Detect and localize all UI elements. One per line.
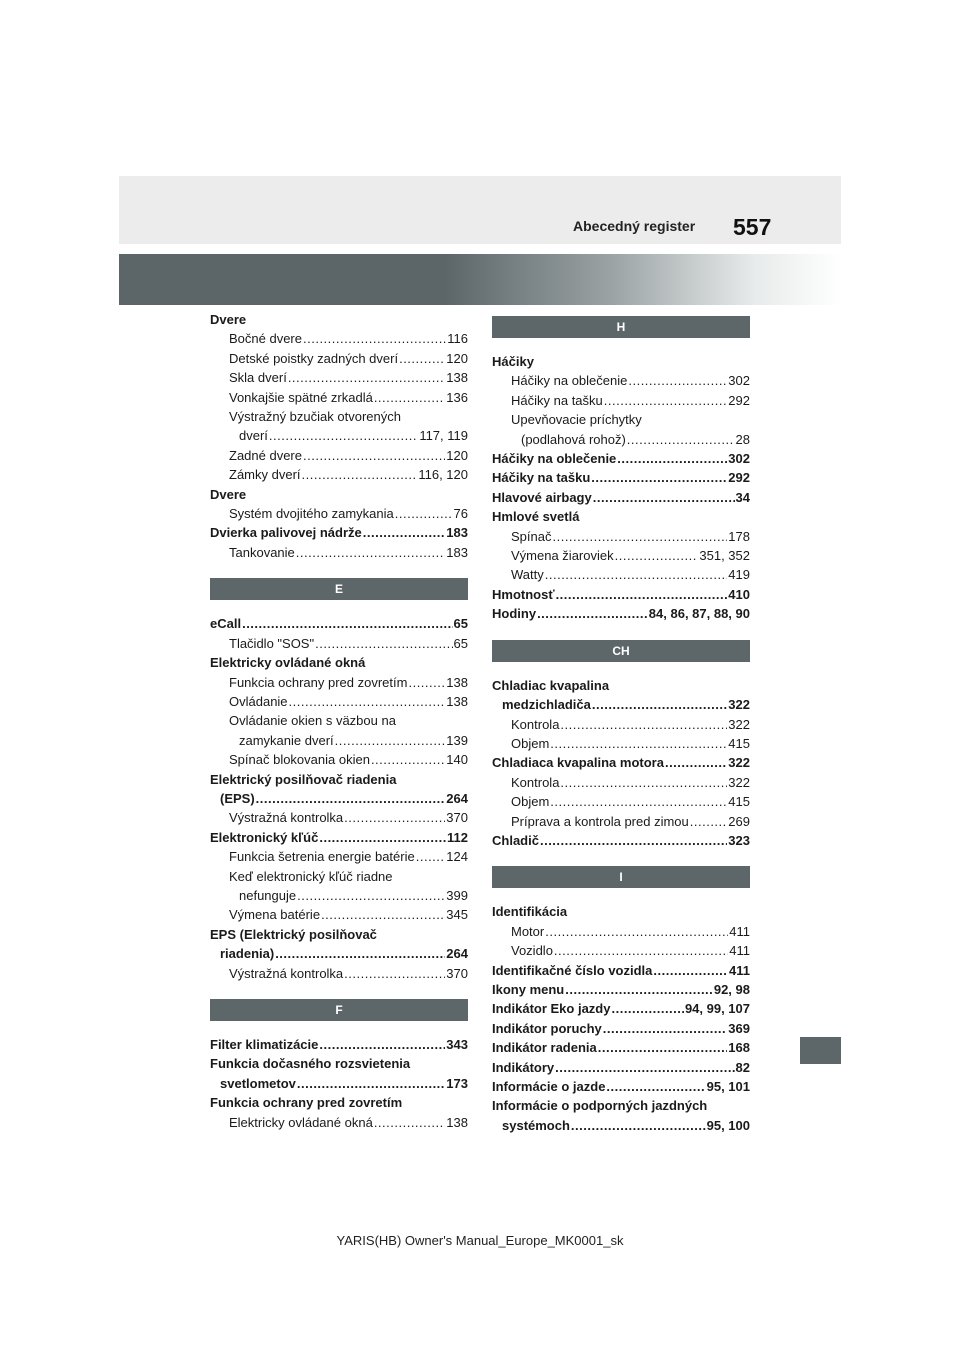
index-entry xyxy=(492,449,750,468)
leader-dots xyxy=(617,449,727,468)
index-entry-label: Informácie o jazde xyxy=(492,1077,605,1096)
leader-dots xyxy=(554,941,728,960)
index-entry-page: 95, 100 xyxy=(707,1116,750,1135)
index-entry-label: Elektricky ovládané okná xyxy=(229,1113,373,1132)
index-entry xyxy=(210,828,468,847)
index-entry-page: 124 xyxy=(446,847,468,866)
leader-dots xyxy=(371,750,445,769)
index-entry-label: Elektrický posilňovač riadenia xyxy=(210,770,396,789)
letter-section-header: E xyxy=(210,578,468,600)
index-entry-page: 322 xyxy=(728,695,750,714)
index-entry-label: eCall xyxy=(210,614,241,633)
index-entry-page: 140 xyxy=(446,750,468,769)
index-entry-label: Zámky dverí xyxy=(229,465,301,484)
index-entry-page: 302 xyxy=(728,449,750,468)
index-entry-label: Motor xyxy=(511,922,544,941)
index-entry xyxy=(210,485,468,504)
leader-dots xyxy=(296,543,446,562)
leader-dots xyxy=(606,1077,705,1096)
letter-section-header: H xyxy=(492,316,750,338)
index-entry-label: Objem xyxy=(511,792,549,811)
index-entry xyxy=(210,925,468,944)
leader-dots xyxy=(593,488,735,507)
leader-dots xyxy=(408,673,445,692)
index-entry-label: Háčiky na oblečenie xyxy=(492,449,616,468)
index-entry xyxy=(210,388,468,407)
index-entry-page: 120 xyxy=(446,349,468,368)
index-entry xyxy=(210,653,468,672)
index-entry-label: svetlometov xyxy=(220,1074,296,1093)
section-spacer xyxy=(210,983,468,993)
index-entry-label: (EPS) xyxy=(220,789,255,808)
index-entry xyxy=(492,831,750,850)
index-entry-label: Chladič xyxy=(492,831,539,850)
index-entry xyxy=(492,391,750,410)
index-entry xyxy=(210,1074,468,1093)
index-entry-label: Indikátor radenia xyxy=(492,1038,597,1057)
leader-dots xyxy=(256,789,446,808)
index-entry-label: Výmena batérie xyxy=(229,905,320,924)
index-entry-label: Objem xyxy=(511,734,549,753)
index-entry-label: Vonkajšie spätné zrkadlá xyxy=(229,388,373,407)
index-entry-label: zamykanie dverí xyxy=(239,731,334,750)
leader-dots xyxy=(545,922,728,941)
section-spacer xyxy=(492,850,750,860)
index-entry xyxy=(492,753,750,772)
index-entry xyxy=(210,886,468,905)
index-entry-page: 415 xyxy=(728,734,750,753)
index-entry xyxy=(210,465,468,484)
index-entry-page: 410 xyxy=(728,585,750,604)
index-entry-label: Ovládanie xyxy=(229,692,288,711)
index-entry xyxy=(210,349,468,368)
index-entry-page: 411 xyxy=(729,961,750,980)
index-entry-page: 264 xyxy=(446,944,468,963)
index-entry-label: Ovládanie okien s väzbou na xyxy=(229,711,396,730)
leader-dots xyxy=(416,847,446,866)
index-entry-label: Tankovanie xyxy=(229,543,295,562)
index-entry-label: Príprava a kontrola pred zimou xyxy=(511,812,689,831)
index-entry xyxy=(492,352,750,371)
index-entry-label: Dvierka palivovej nádrže xyxy=(210,523,362,542)
index-entry-page: 369 xyxy=(728,1019,750,1038)
index-entry-page: 343 xyxy=(446,1035,468,1054)
index-entry-page: 116 xyxy=(447,329,468,348)
index-entry xyxy=(492,734,750,753)
index-entry-label: Indikátory xyxy=(492,1058,554,1077)
leader-dots xyxy=(303,446,445,465)
leader-dots xyxy=(540,831,727,850)
index-entry xyxy=(492,410,750,429)
index-entry xyxy=(492,1116,750,1135)
leader-dots xyxy=(242,614,452,633)
leader-dots xyxy=(565,980,713,999)
index-entry-label: nefunguje xyxy=(239,886,296,905)
index-entry-page: 370 xyxy=(446,964,468,983)
index-entry-page: 136 xyxy=(446,388,468,407)
index-entry xyxy=(492,676,750,695)
index-column-right xyxy=(492,310,750,1135)
index-entry xyxy=(492,430,750,449)
index-entry-page: 264 xyxy=(446,789,468,808)
index-entry xyxy=(492,585,750,604)
index-entry xyxy=(210,867,468,886)
leader-dots xyxy=(545,565,728,584)
index-entry xyxy=(492,773,750,792)
leader-dots xyxy=(344,808,445,827)
index-entry-page: 138 xyxy=(446,692,468,711)
index-entry-label: Watty xyxy=(511,565,544,584)
index-entry-label: Hlavové airbagy xyxy=(492,488,592,507)
index-entry-page: 168 xyxy=(728,1038,750,1057)
index-entry xyxy=(210,944,468,963)
index-entry xyxy=(492,980,750,999)
index-entry-page: 84, 86, 87, 88, 90 xyxy=(649,604,750,623)
index-entry-page: 138 xyxy=(446,673,468,692)
index-entry-page: 322 xyxy=(728,773,750,792)
index-entry xyxy=(210,368,468,387)
leader-dots xyxy=(615,546,699,565)
index-entry xyxy=(210,543,468,562)
letter-section-header: I xyxy=(492,866,750,888)
leader-dots xyxy=(592,695,727,714)
index-entry xyxy=(210,789,468,808)
index-entry-label: Detské poistky zadných dverí xyxy=(229,349,398,368)
index-entry xyxy=(492,902,750,921)
index-entry-label: Háčiky xyxy=(492,352,534,371)
leader-dots xyxy=(552,527,727,546)
index-entry-page: 269 xyxy=(728,812,750,831)
index-entry-label: Chladiaca kvapalina motora xyxy=(492,753,664,772)
index-entry-page: 415 xyxy=(728,792,750,811)
index-entry-label: Indikátor poruchy xyxy=(492,1019,602,1038)
index-entry-page: 183 xyxy=(446,543,468,562)
leader-dots xyxy=(603,1019,728,1038)
index-entry-label: Výmena žiaroviek xyxy=(511,546,614,565)
index-entry-label: Informácie o podporných jazdných xyxy=(492,1096,707,1115)
index-entry xyxy=(210,1093,468,1112)
leader-dots xyxy=(591,468,727,487)
index-entry-label: Spínač xyxy=(511,527,551,546)
index-entry xyxy=(492,604,750,623)
index-entry xyxy=(210,770,468,789)
index-entry-page: 82 xyxy=(736,1058,750,1077)
leader-dots xyxy=(555,1058,734,1077)
leader-dots xyxy=(363,523,446,542)
index-entry-label: Upevňovacie príchytky xyxy=(511,410,642,429)
index-entry-label: Indikátor Eko jazdy xyxy=(492,999,610,1018)
index-entry-label: Funkcia dočasného rozsvietenia xyxy=(210,1054,410,1073)
index-entry xyxy=(492,1019,750,1038)
section-spacer xyxy=(492,624,750,634)
index-entry-label: Systém dvojitého zamykania xyxy=(229,504,394,523)
index-entry-page: 178 xyxy=(728,527,750,546)
index-entry-label: Identifikačné číslo vozidla xyxy=(492,961,652,980)
leader-dots xyxy=(598,1038,728,1057)
index-entry-label: medzichladiča xyxy=(502,695,591,714)
index-entry-label: Filter klimatizácie xyxy=(210,1035,318,1054)
index-entry-page: 34 xyxy=(736,488,750,507)
index-entry xyxy=(492,1058,750,1077)
leader-dots xyxy=(665,753,727,772)
footer-text: YARIS(HB) Owner's Manual_Europe_MK0001_sk xyxy=(336,1233,624,1248)
index-entry-label: Hmotnosť xyxy=(492,585,555,604)
index-entry xyxy=(210,1113,468,1132)
index-entry-label: (podlahová rohož) xyxy=(521,430,626,449)
index-entry xyxy=(492,468,750,487)
index-entry xyxy=(492,507,750,526)
index-entry-page: 183 xyxy=(446,523,468,542)
index-entry-label: Hmlové svetlá xyxy=(492,507,579,526)
index-entry-label: Háčiky na tašku xyxy=(492,468,590,487)
index-entry-page: 302 xyxy=(728,371,750,390)
index-entry xyxy=(210,711,468,730)
index-entry-label: Funkcia ochrany pred zovretím xyxy=(210,1093,402,1112)
index-entry xyxy=(492,695,750,714)
index-entry xyxy=(492,1077,750,1096)
index-entry xyxy=(492,941,750,960)
index-entry-page: 411 xyxy=(729,922,750,941)
index-entry xyxy=(210,1054,468,1073)
index-entry-label: Výstražná kontrolka xyxy=(229,964,343,983)
index-entry xyxy=(492,488,750,507)
index-entry-page: 138 xyxy=(446,368,468,387)
section-title: Abecedný register xyxy=(573,218,696,234)
index-entry-page: 370 xyxy=(446,808,468,827)
leader-dots xyxy=(302,465,418,484)
leader-dots xyxy=(288,368,445,387)
index-entry xyxy=(492,371,750,390)
section-spacer xyxy=(210,562,468,572)
index-entry xyxy=(210,673,468,692)
leader-dots xyxy=(275,944,445,963)
index-entry-page: 419 xyxy=(728,565,750,584)
index-entry-label: systémoch xyxy=(502,1116,570,1135)
index-entry-label: Hodiny xyxy=(492,604,536,623)
index-entry-page: 351, 352 xyxy=(699,546,750,565)
index-entry-page: 345 xyxy=(446,905,468,924)
index-entry-label: Identifikácia xyxy=(492,902,567,921)
leader-dots xyxy=(628,371,727,390)
index-entry-label: Ikony menu xyxy=(492,980,564,999)
index-entry-page: 173 xyxy=(446,1074,468,1093)
index-entry-page: 292 xyxy=(728,468,750,487)
index-entry xyxy=(492,1038,750,1057)
index-entry-page: 116, 120 xyxy=(418,465,468,484)
index-entry-label: Spínač blokovania okien xyxy=(229,750,370,769)
index-entry xyxy=(210,407,468,426)
index-entry-label: Dvere xyxy=(210,485,246,504)
index-entry-page: 76 xyxy=(454,504,468,523)
index-entry-label: Vozidlo xyxy=(511,941,553,960)
index-entry xyxy=(210,504,468,523)
index-entry xyxy=(210,964,468,983)
leader-dots xyxy=(319,1035,445,1054)
index-entry-label: Elektronický kľúč xyxy=(210,828,318,847)
index-entry-label: EPS (Elektrický posilňovač xyxy=(210,925,377,944)
index-entry-label: Kontrola xyxy=(511,773,559,792)
index-entry-label: Háčiky na tašku xyxy=(511,391,603,410)
leader-dots xyxy=(571,1116,706,1135)
index-entry xyxy=(210,523,468,542)
index-entry xyxy=(492,961,750,980)
index-entry xyxy=(492,999,750,1018)
index-entry xyxy=(492,812,750,831)
index-entry-page: 292 xyxy=(728,391,750,410)
index-entry-label: Výstražný bzučiak otvorených xyxy=(229,407,401,426)
index-entry-label: Dvere xyxy=(210,310,246,329)
leader-dots xyxy=(653,961,728,980)
leader-dots xyxy=(319,828,446,847)
index-entry-page: 95, 101 xyxy=(707,1077,750,1096)
index-entry-label: Kontrola xyxy=(511,715,559,734)
index-entry xyxy=(492,527,750,546)
index-entry-page: 322 xyxy=(728,715,750,734)
index-entry-label: Funkcia ochrany pred zovretím xyxy=(229,673,407,692)
letter-section-header: F xyxy=(210,999,468,1021)
letter-section-header: CH xyxy=(492,640,750,662)
index-entry-label: Bočné dvere xyxy=(229,329,302,348)
index-entry xyxy=(492,715,750,734)
thumb-index-tab xyxy=(800,1037,841,1064)
index-entry-page: 323 xyxy=(728,831,750,850)
index-entry-label: riadenia) xyxy=(220,944,274,963)
index-entry-label: Výstražná kontrolka xyxy=(229,808,343,827)
index-entry-page: 117, 119 xyxy=(419,426,468,445)
index-entry xyxy=(210,614,468,633)
leader-dots xyxy=(321,905,445,924)
index-entry-page: 411 xyxy=(729,941,750,960)
index-entry-label: dverí xyxy=(239,426,268,445)
index-entry xyxy=(210,1035,468,1054)
leader-dots xyxy=(344,964,445,983)
leader-dots xyxy=(560,715,727,734)
leader-dots xyxy=(537,604,648,623)
index-entry xyxy=(492,1096,750,1115)
leader-dots xyxy=(550,734,727,753)
index-entry xyxy=(210,446,468,465)
index-entry-label: Skla dverí xyxy=(229,368,287,387)
leader-dots xyxy=(627,430,735,449)
index-entry-label: Chladiac kvapalina xyxy=(492,676,609,695)
leader-dots xyxy=(315,634,452,653)
page-number: 557 xyxy=(733,214,772,240)
leader-dots xyxy=(690,812,728,831)
leader-dots xyxy=(374,1113,445,1132)
index-entry-page: 65 xyxy=(454,634,468,653)
leader-dots xyxy=(297,886,445,905)
index-entry xyxy=(492,565,750,584)
index-entry-page: 112 xyxy=(447,828,468,847)
leader-dots xyxy=(395,504,453,523)
leader-dots xyxy=(303,329,446,348)
leader-dots xyxy=(374,388,445,407)
index-entry-page: 28 xyxy=(736,430,750,449)
leader-dots xyxy=(604,391,728,410)
index-entry-page: 65 xyxy=(454,614,468,633)
leader-dots xyxy=(269,426,418,445)
leader-dots xyxy=(550,792,727,811)
index-entry xyxy=(210,310,468,329)
index-entry xyxy=(492,792,750,811)
leader-dots xyxy=(560,773,727,792)
index-entry xyxy=(210,808,468,827)
index-entry xyxy=(210,905,468,924)
index-entry-page: 92, 98 xyxy=(714,980,750,999)
index-entry xyxy=(210,426,468,445)
index-entry-page: 138 xyxy=(446,1113,468,1132)
index-entry xyxy=(210,847,468,866)
index-entry xyxy=(210,731,468,750)
index-entry-label: Funkcia šetrenia energie batérie xyxy=(229,847,415,866)
leader-dots xyxy=(556,585,728,604)
index-entry-page: 139 xyxy=(446,731,468,750)
index-entry xyxy=(210,750,468,769)
header-gradient-bar xyxy=(119,254,841,305)
index-entry-page: 399 xyxy=(446,886,468,905)
index-entry xyxy=(210,692,468,711)
index-entry-page: 120 xyxy=(446,446,468,465)
index-column-left xyxy=(210,310,468,1132)
index-entry xyxy=(210,634,468,653)
leader-dots xyxy=(335,731,446,750)
index-entry-page: 322 xyxy=(728,753,750,772)
index-entry-label: Elektricky ovládané okná xyxy=(210,653,365,672)
leader-dots xyxy=(399,349,445,368)
leader-dots xyxy=(297,1074,445,1093)
index-entry-label: Tlačidlo "SOS" xyxy=(229,634,314,653)
index-entry xyxy=(210,329,468,348)
index-entry-label: Keď elektronický kľúč riadne xyxy=(229,867,393,886)
leader-dots xyxy=(611,999,683,1018)
index-entry xyxy=(492,546,750,565)
index-entry-page: 94, 99, 107 xyxy=(685,999,750,1018)
index-entry xyxy=(492,922,750,941)
index-entry-label: Háčiky na oblečenie xyxy=(511,371,627,390)
index-entry-label: Zadné dvere xyxy=(229,446,302,465)
leader-dots xyxy=(289,692,446,711)
